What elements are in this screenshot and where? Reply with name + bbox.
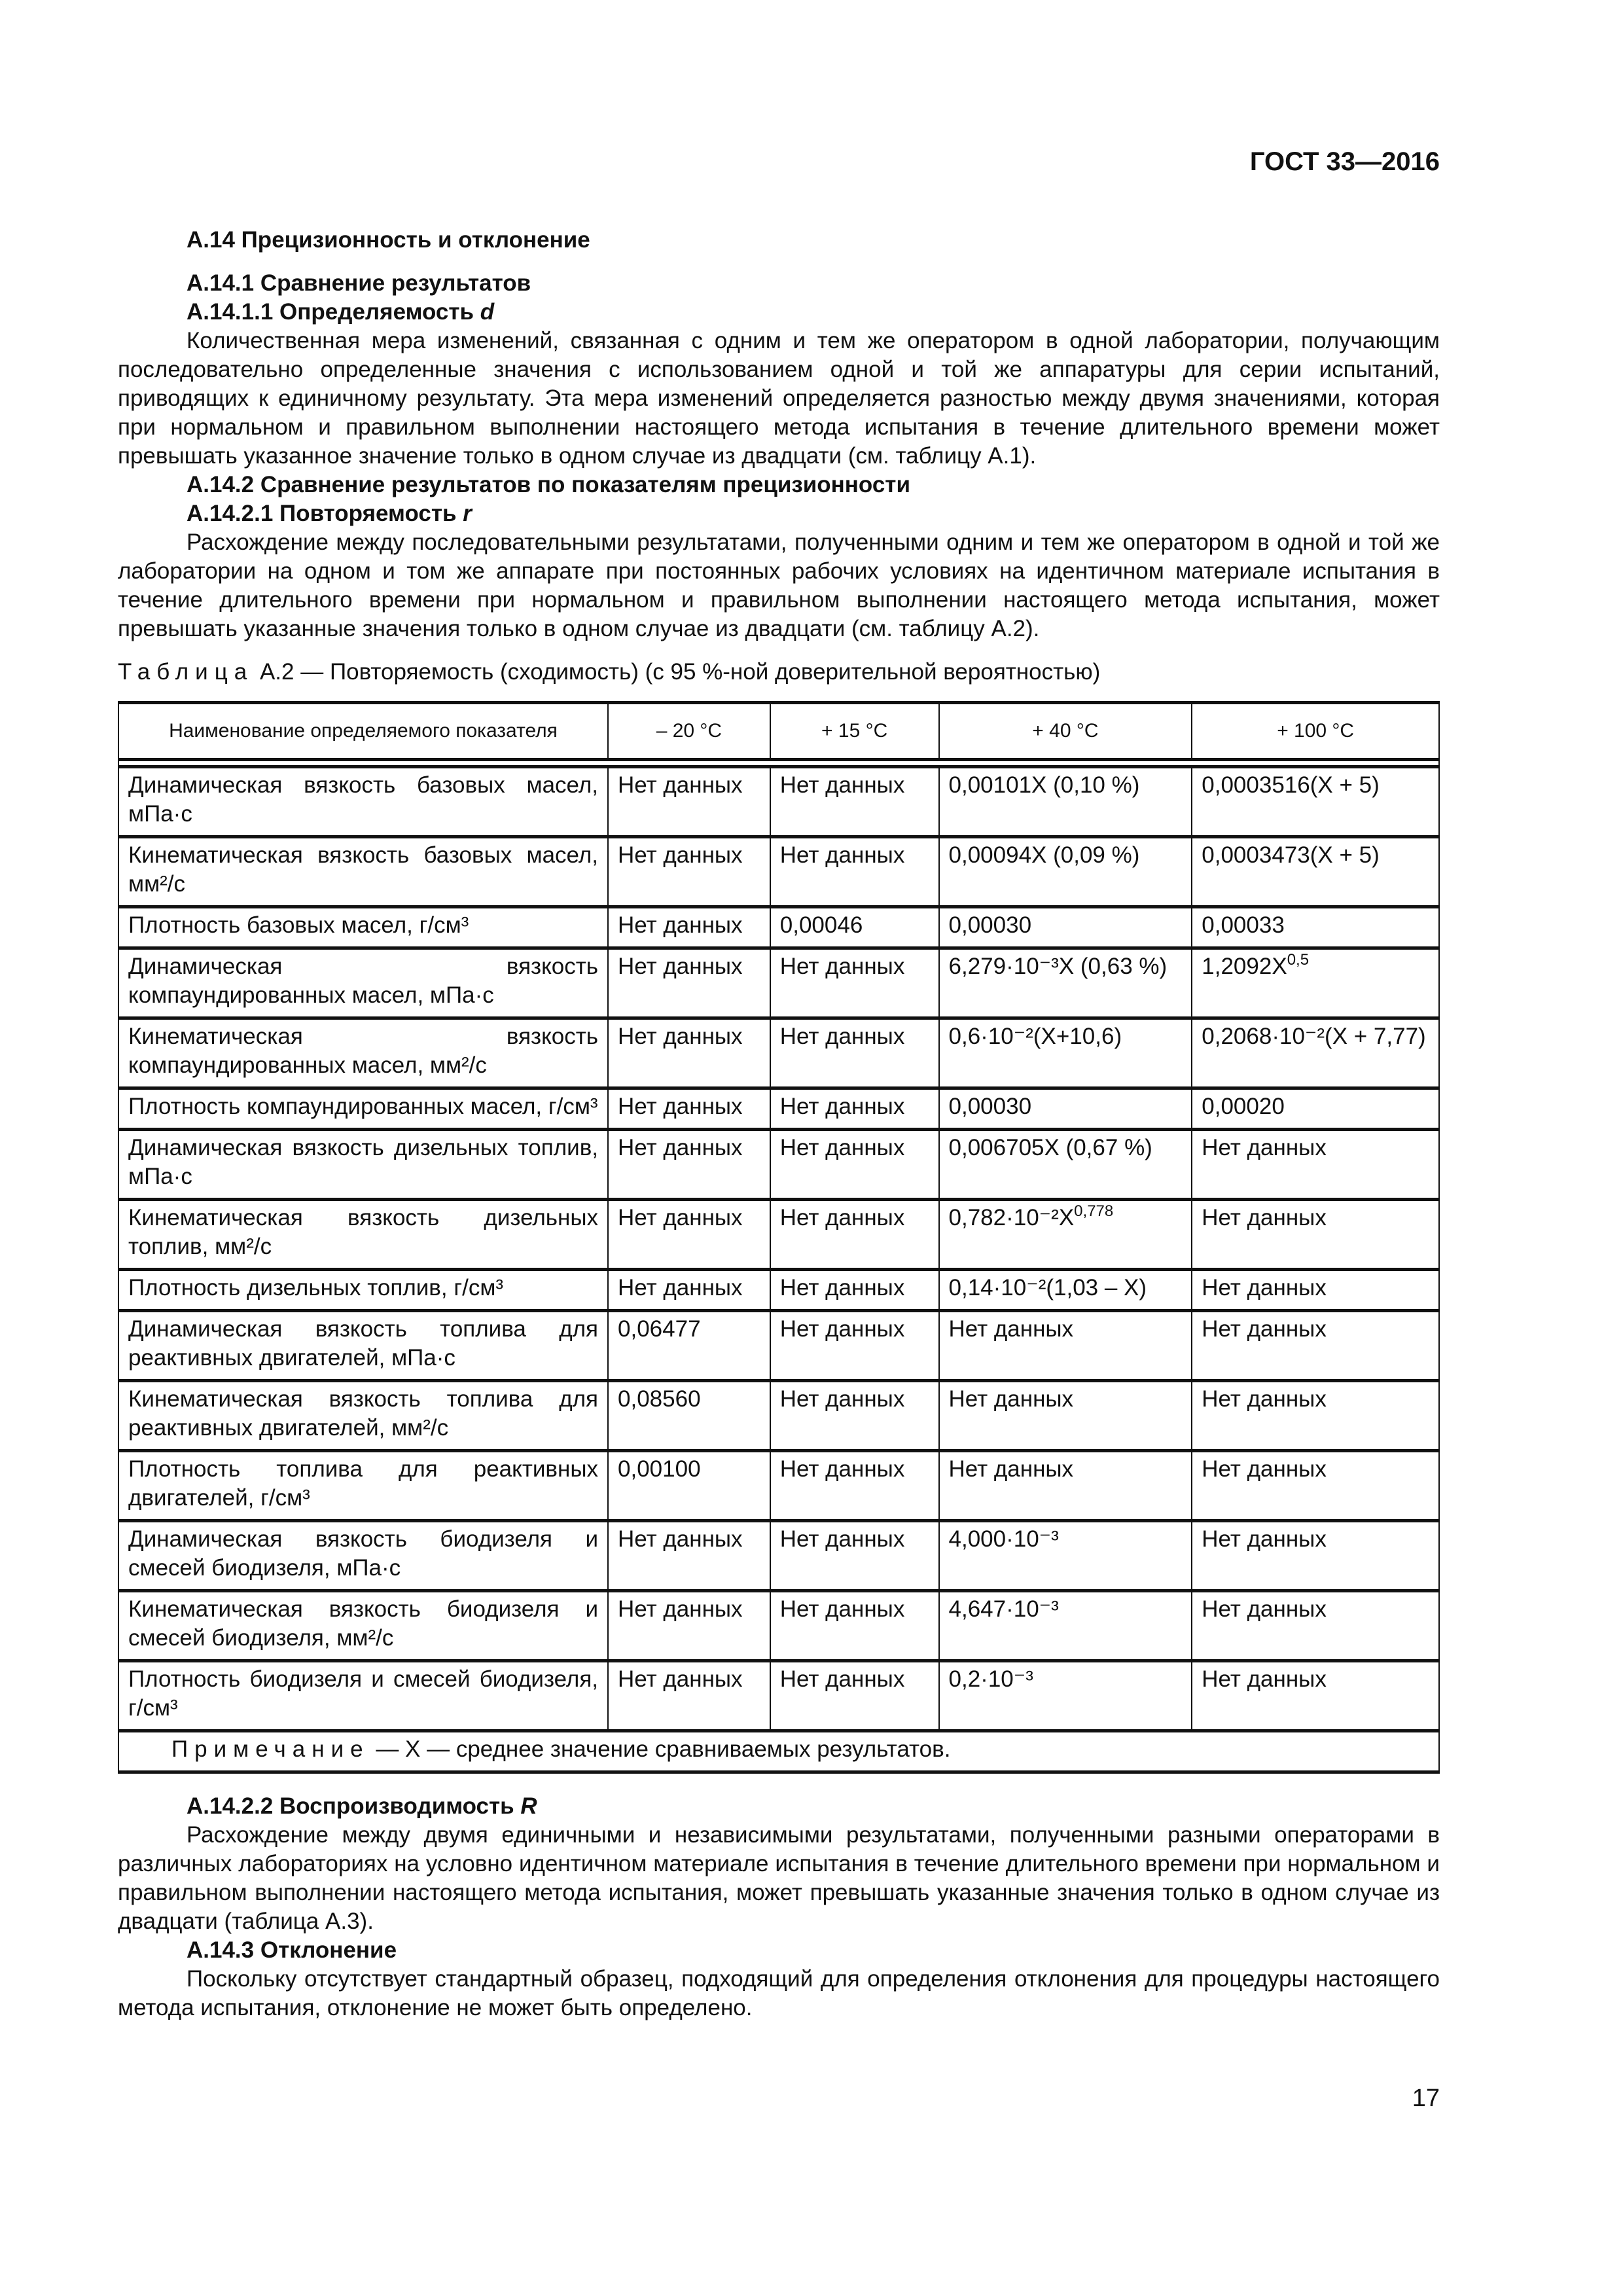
value-cell: Нет данных xyxy=(608,1591,770,1661)
indicator-name-cell: Плотность биодизеля и смесей биодизеля, г/см³ xyxy=(118,1661,608,1731)
value-cell: 4,000·10⁻³ xyxy=(939,1521,1192,1591)
value-cell: 0,2·10⁻³ xyxy=(939,1661,1192,1731)
section-heading-a14-1: А.14.1 Сравнение результатов xyxy=(187,270,531,296)
value-cell: Нет данных xyxy=(608,907,770,948)
table-row xyxy=(118,1661,1439,1731)
table-note xyxy=(118,1731,1439,1772)
table-row xyxy=(118,1591,1439,1661)
indicator-name-cell: Динамическая вязкость компаундированных масел, мПа·с xyxy=(118,948,608,1018)
value-cell: Нет данных xyxy=(770,837,939,907)
header-minus20: – 20 °C xyxy=(608,703,770,760)
value-cell: 0,006705X (0,67 %) xyxy=(939,1130,1192,1200)
table-row xyxy=(118,1018,1439,1088)
table-row xyxy=(118,1381,1439,1451)
value-cell: Нет данных xyxy=(1192,1661,1439,1731)
value-cell: Нет данных xyxy=(608,1200,770,1270)
value-cell: Нет данных xyxy=(1192,1311,1439,1381)
table-row xyxy=(118,948,1439,1018)
value-cell: Нет данных xyxy=(608,1661,770,1731)
indicator-name-cell: Динамическая вязкость дизельных топлив, мПа·с xyxy=(118,1130,608,1200)
indicator-name-cell: Кинематическая вязкость топлива для реактивных двигателей, мм²/с xyxy=(118,1381,608,1451)
value-cell: 0,00046 xyxy=(770,907,939,948)
indicator-name-cell: Кинематическая вязкость компаундированных масел, мм²/с xyxy=(118,1018,608,1088)
value-cell: Нет данных xyxy=(1192,1130,1439,1200)
section-heading-a14-1-1 xyxy=(118,298,1440,327)
value-cell: 0,00030 xyxy=(939,1088,1192,1130)
page-number: 17 xyxy=(1412,2085,1440,2112)
value-cell: 0,00030 xyxy=(939,907,1192,948)
value-cell: Нет данных xyxy=(770,1311,939,1381)
heading-text: А.14.1.1 Определяемость xyxy=(187,299,480,325)
value-cell: Нет данных xyxy=(608,1270,770,1311)
value-cell: Нет данных xyxy=(608,1018,770,1088)
value-cell: 0,00033 xyxy=(1192,907,1439,948)
table-caption xyxy=(118,658,1440,687)
value-cell: Нет данных xyxy=(1192,1200,1439,1270)
value-cell: 0,14·10⁻²(1,03 – X) xyxy=(939,1270,1192,1311)
indicator-name-cell: Кинематическая вязкость базовых масел, мм²/с xyxy=(118,837,608,907)
value-cell: 4,647·10⁻³ xyxy=(939,1591,1192,1661)
heading-symbol: r xyxy=(463,501,472,526)
value-cell: Нет данных xyxy=(939,1311,1192,1381)
paragraph-repeatability: Расхождение между последовательными результатами, полученными одним и тем же оператором в одной и той же лаборатории на одном и том же аппарате при постоянных рабочих условиях на идентичном материале испытания в течение длительного времени при нормальном и правильном выполнении настоящего метода испытания, может превышать указанные значения только в одном случае из двадцати (см. таблицу А.2). xyxy=(118,529,1440,641)
value-cell: Нет данных xyxy=(770,1381,939,1451)
value-cell: 0,00020 xyxy=(1192,1088,1439,1130)
table-row xyxy=(118,1521,1439,1591)
header-plus40: + 40 °C xyxy=(939,703,1192,760)
value-cell: Нет данных xyxy=(608,767,770,837)
value-cell: Нет данных xyxy=(770,1661,939,1731)
value-cell: Нет данных xyxy=(1192,1381,1439,1451)
section-heading-a14-2: А.14.2 Сравнение результатов по показателям прецизионности xyxy=(187,472,910,497)
value-cell: 0,0003516(X + 5) xyxy=(1192,767,1439,837)
table-header-row xyxy=(118,703,1439,760)
indicator-name-cell: Плотность базовых масел, г/см³ xyxy=(118,907,608,948)
value-cell: 0,00100 xyxy=(608,1451,770,1521)
value-cell: Нет данных xyxy=(608,948,770,1018)
paragraph-bias: Поскольку отсутствует стандартный образец, подходящий для определения отклонения для процедуры настоящего метода испытания, отклонение не может быть определено. xyxy=(118,1966,1440,2020)
value-cell: 0,08560 xyxy=(608,1381,770,1451)
table-note-row xyxy=(118,1731,1439,1772)
table-row xyxy=(118,1200,1439,1270)
value-cell: Нет данных xyxy=(770,1591,939,1661)
value-cell: 0,2068·10⁻²(X + 7,77) xyxy=(1192,1018,1439,1088)
table-row xyxy=(118,837,1439,907)
header-indicator: Наименование определяемого показателя xyxy=(118,703,608,760)
paragraph-determinability: Количественная мера изменений, связанная с одним и тем же оператором в одной лаборатории, получающим последовательно определенные значения с использованием одной и той же аппаратуры для серии испытаний, приводящих к единичному результату. Эта мера изменений определяется разностью между двумя значениями, которая при нормальном и правильном выполнении настоящего метода испытания в течение длительного времени может превышать указанное значение только в одном случае из двадцати (см. таблицу А.1). xyxy=(118,328,1440,469)
note-label: Примечание xyxy=(171,1736,370,1762)
heading-text: А.14.2.1 Повторяемость xyxy=(187,501,463,526)
paragraph-reproducibility: Расхождение между двумя единичными и независимыми результатами, полученными разными операторами в различных лабораториях на условно идентичном материале испытания в течение длительного времени при нормальном и правильном выполнении настоящего метода испытания, может превышать указанные значения только в одном случае из двадцати (таблица А.3). xyxy=(118,1822,1440,1934)
indicator-name-cell: Динамическая вязкость базовых масел, мПа·с xyxy=(118,767,608,837)
value-cell: Нет данных xyxy=(608,837,770,907)
indicator-name-cell: Плотность дизельных топлив, г/см³ xyxy=(118,1270,608,1311)
value-cell: Нет данных xyxy=(608,1521,770,1591)
value-cell: 0,06477 xyxy=(608,1311,770,1381)
table-row xyxy=(118,1270,1439,1311)
indicator-name-cell: Плотность топлива для реактивных двигателей, г/см³ xyxy=(118,1451,608,1521)
value-cell: Нет данных xyxy=(939,1381,1192,1451)
table-row xyxy=(118,907,1439,948)
value-cell: Нет данных xyxy=(770,1088,939,1130)
table-row xyxy=(118,1130,1439,1200)
value-cell: 0,6·10⁻²(X+10,6) xyxy=(939,1018,1192,1088)
value-cell: Нет данных xyxy=(770,767,939,837)
value-cell: 0,00094X (0,09 %) xyxy=(939,837,1192,907)
value-cell: Нет данных xyxy=(770,1130,939,1200)
value-cell: Нет данных xyxy=(1192,1521,1439,1591)
value-cell: 0,00101X (0,10 %) xyxy=(939,767,1192,837)
header-plus15: + 15 °C xyxy=(770,703,939,760)
table-row xyxy=(118,767,1439,837)
value-cell: Нет данных xyxy=(1192,1270,1439,1311)
indicator-name-cell: Динамическая вязкость топлива для реактивных двигателей, мПа·с xyxy=(118,1311,608,1381)
indicator-name-cell: Динамическая вязкость биодизеля и смесей биодизеля, мПа·с xyxy=(118,1521,608,1591)
value-cell: Нет данных xyxy=(1192,1591,1439,1661)
value-cell: Нет данных xyxy=(770,1521,939,1591)
value-cell: Нет данных xyxy=(770,1018,939,1088)
section-heading-a14-2-1 xyxy=(118,499,1440,528)
value-cell: Нет данных xyxy=(608,1088,770,1130)
caption-label: Таблица xyxy=(118,659,254,685)
value-cell: Нет данных xyxy=(608,1130,770,1200)
section-heading-a14: А.14 Прецизионность и отклонение xyxy=(187,227,590,253)
heading-text: А.14.2.2 Воспроизводимость xyxy=(187,1793,521,1819)
value-cell: Нет данных xyxy=(770,948,939,1018)
caption-text: А.2 — Повторяемость (сходимость) (с 95 %-ной доверительной вероятностью) xyxy=(253,659,1101,685)
value-cell: Нет данных xyxy=(939,1451,1192,1521)
note-text: — X — среднее значение сравниваемых результатов. xyxy=(369,1736,951,1762)
header-plus100: + 100 °C xyxy=(1192,703,1439,760)
section-heading-a14-2-2 xyxy=(118,1792,1440,1821)
indicator-name-cell: Плотность компаундированных масел, г/см³ xyxy=(118,1088,608,1130)
value-cell: Нет данных xyxy=(770,1200,939,1270)
heading-symbol: R xyxy=(520,1793,537,1819)
value-cell: Нет данных xyxy=(1192,1451,1439,1521)
repeatability-table xyxy=(118,701,1440,1774)
value-cell: $0,782\cdot 10^{-2}X^{0,778}$ xyxy=(939,1200,1192,1270)
table-row xyxy=(118,1451,1439,1521)
value-cell: Нет данных xyxy=(770,1270,939,1311)
value-cell: Нет данных xyxy=(770,1451,939,1521)
standard-header: ГОСТ 33—2016 xyxy=(1249,147,1440,176)
table-row xyxy=(118,1311,1439,1381)
indicator-name-cell: Кинематическая вязкость биодизеля и смесей биодизеля, мм²/с xyxy=(118,1591,608,1661)
table-body xyxy=(118,760,1439,1731)
value-cell: 6,279·10⁻³X (0,63 %) xyxy=(939,948,1192,1018)
table-row xyxy=(118,1088,1439,1130)
section-heading-a14-3: А.14.3 Отклонение xyxy=(187,1937,397,1963)
heading-symbol: d xyxy=(480,299,495,325)
value-cell: $1,2092X^{0,5}$ xyxy=(1192,948,1439,1018)
indicator-name-cell: Кинематическая вязкость дизельных топлив, мм²/с xyxy=(118,1200,608,1270)
document-body xyxy=(118,226,1440,2022)
value-cell: 0,0003473(X + 5) xyxy=(1192,837,1439,907)
